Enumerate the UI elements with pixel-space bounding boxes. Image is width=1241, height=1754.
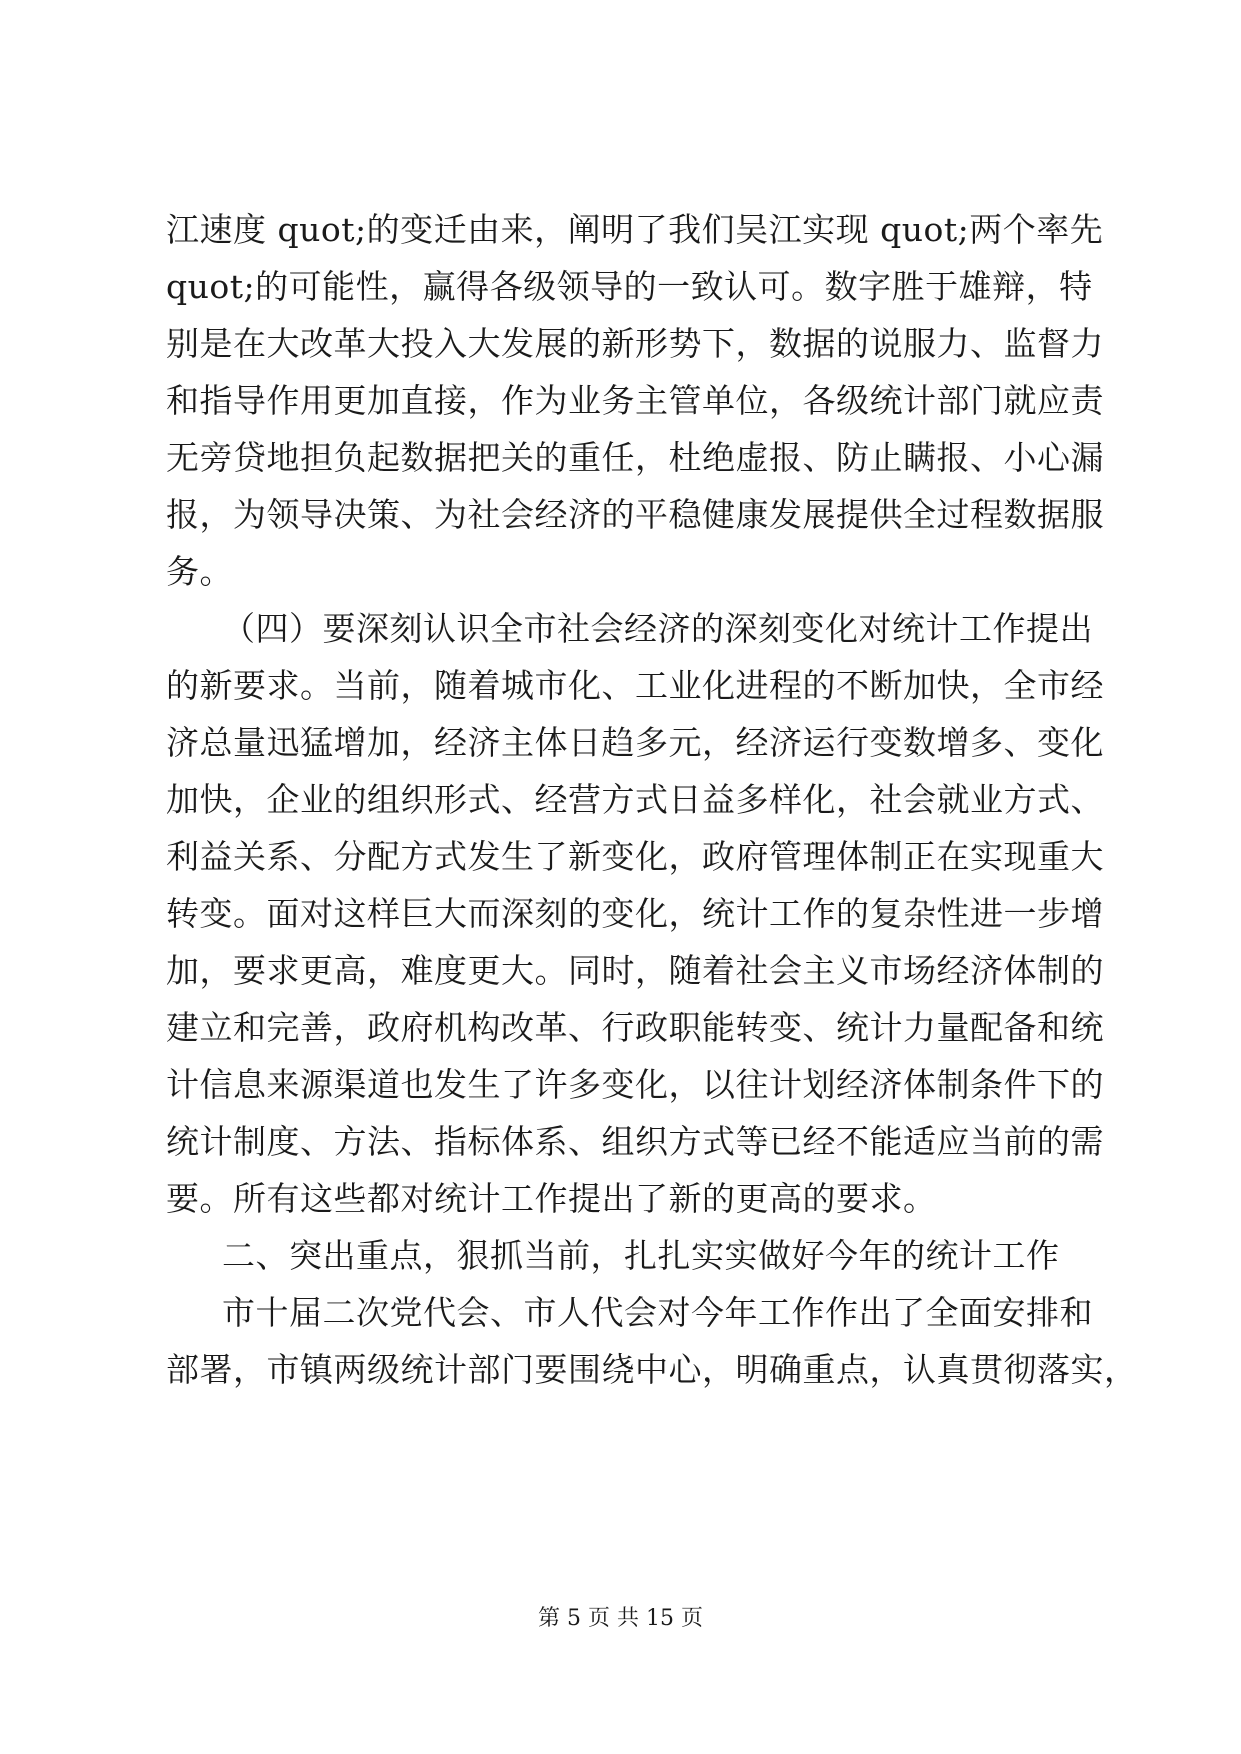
page-number-footer: 第 5 页 共 15 页 xyxy=(538,1606,703,1631)
paragraph-first-line: （四）要深刻认识全市社会经济的深刻变化对统计工作提出 xyxy=(222,609,1093,648)
body-text-line: quot;的可能性，赢得各级领导的一致认可。数字胜于雄辩，特 xyxy=(166,267,1093,306)
body-text-line: 建立和完善，政府机构改革、行政职能转变、统计力量配备和统 xyxy=(166,1008,1104,1047)
body-text-line: 部署，市镇两级统计部门要围绕中心，明确重点，认真贯彻落实， xyxy=(166,1350,1138,1389)
body-text-line: 要。所有这些都对统计工作提出了新的更高的要求。 xyxy=(166,1179,937,1218)
body-text-line: 计信息来源渠道也发生了许多变化，以往计划经济体制条件下的 xyxy=(166,1065,1104,1104)
body-text-line: 江速度 quot;的变迁由来，阐明了我们吴江实现 quot;两个率先 xyxy=(166,210,1104,249)
paragraph-first-line: 市十届二次党代会、市人代会对今年工作作出了全面安排和 xyxy=(222,1293,1093,1332)
body-text-line: 无旁贷地担负起数据把关的重任，杜绝虚报、防止瞒报、小心漏 xyxy=(166,438,1104,477)
body-text-line: 务。 xyxy=(166,552,233,591)
body-text-line: 报，为领导决策、为社会经济的平稳健康发展提供全过程数据服 xyxy=(166,495,1104,534)
body-text-line: 加快，企业的组织形式、经营方式日益多样化，社会就业方式、 xyxy=(166,780,1104,819)
body-text-line: 转变。面对这样巨大而深刻的变化，统计工作的复杂性进一步增 xyxy=(166,894,1104,933)
body-text-line: 统计制度、方法、指标体系、组织方式等已经不能适应当前的需 xyxy=(166,1122,1104,1161)
body-text-line: 的新要求。当前，随着城市化、工业化进程的不断加快，全市经 xyxy=(166,666,1104,705)
body-text-line: 和指导作用更加直接，作为业务主管单位，各级统计部门就应责 xyxy=(166,381,1104,420)
section-heading: 二、突出重点，狠抓当前，扎扎实实做好今年的统计工作 xyxy=(222,1236,1060,1275)
body-text-line: 济总量迅猛增加，经济主体日趋多元，经济运行变数增多、变化 xyxy=(166,723,1104,762)
body-text-line: 别是在大改革大投入大发展的新形势下，数据的说服力、监督力 xyxy=(166,324,1104,363)
body-text-line: 加，要求更高，难度更大。同时，随着社会主义市场经济体制的 xyxy=(166,951,1104,990)
body-text-line: 利益关系、分配方式发生了新变化，政府管理体制正在实现重大 xyxy=(166,837,1104,876)
